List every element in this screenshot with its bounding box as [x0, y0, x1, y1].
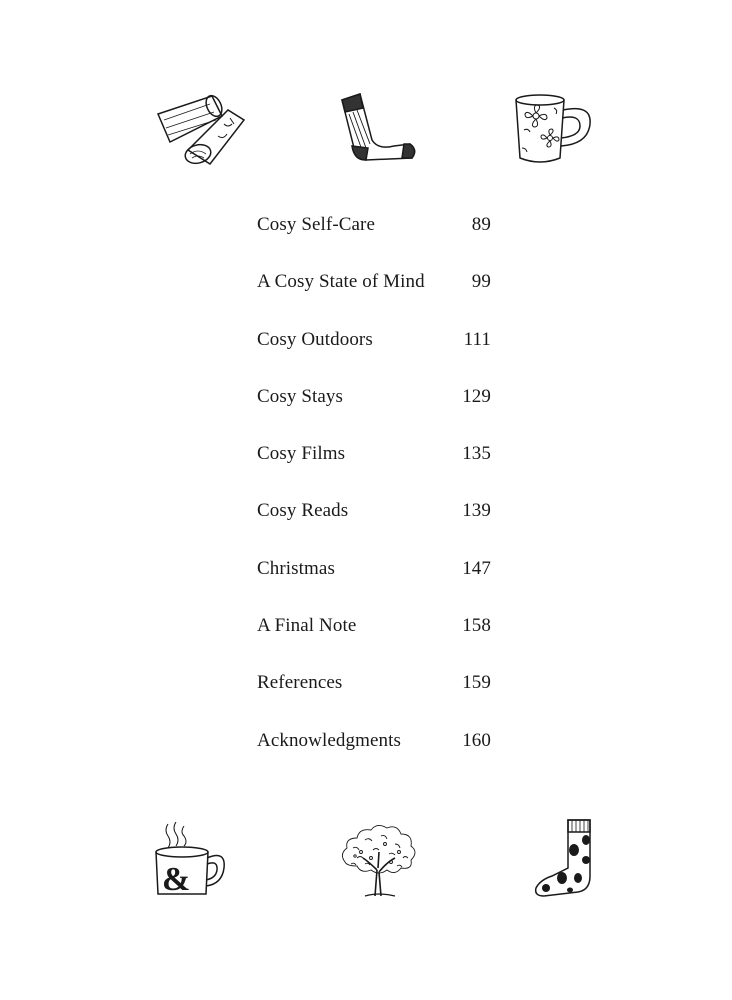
toc-title: Cosy Stays — [257, 385, 343, 407]
toc-entry-final-note — [257, 615, 497, 672]
toc-page-number: 89 — [471, 214, 491, 235]
tree-icon — [335, 818, 425, 902]
table-of-contents — [257, 214, 497, 787]
toc-title: Cosy Self-Care — [257, 214, 376, 235]
toc-title: Cosy Outdoors — [257, 328, 373, 350]
toc-entry-christmas — [257, 558, 497, 615]
toc-page-number: 159 — [462, 672, 491, 694]
mug-ampersand-text: & — [162, 861, 191, 898]
toc-title: Cosy Films — [257, 443, 346, 465]
toc-title: Acknowledgments — [257, 729, 401, 751]
toc-entry-self-care — [257, 214, 497, 271]
toc-title: A Final Note — [257, 615, 357, 637]
ampersand-mug-icon — [152, 820, 228, 900]
toc-page-number: 129 — [462, 385, 491, 407]
toc-page-number: 139 — [462, 500, 491, 522]
toc-page-number: 160 — [462, 729, 491, 751]
toc-entry-films — [257, 443, 497, 500]
toc-page-number: 111 — [463, 328, 491, 350]
toc-entry-references — [257, 672, 497, 729]
toc-entry-outdoors — [257, 329, 497, 386]
toc-title: Christmas — [257, 557, 335, 579]
toc-page-number: 147 — [462, 557, 491, 579]
sock-icon — [338, 90, 422, 166]
toc-page-number: 135 — [462, 443, 491, 465]
toc-title: References — [257, 672, 343, 694]
toc-entry-stays — [257, 386, 497, 443]
toc-page-number: 158 — [462, 615, 491, 637]
flower-mug-icon — [510, 90, 600, 166]
toc-entry-state-of-mind — [257, 271, 497, 328]
toc-title: A Cosy State of Mind — [257, 271, 425, 293]
toc-entry-acknowledgments — [257, 730, 497, 787]
spotted-sock-icon — [532, 816, 602, 900]
toc-entry-reads — [257, 500, 497, 557]
toc-title: Cosy Reads — [257, 500, 349, 522]
log-icon — [152, 90, 252, 170]
toc-page-number: 99 — [471, 271, 491, 293]
